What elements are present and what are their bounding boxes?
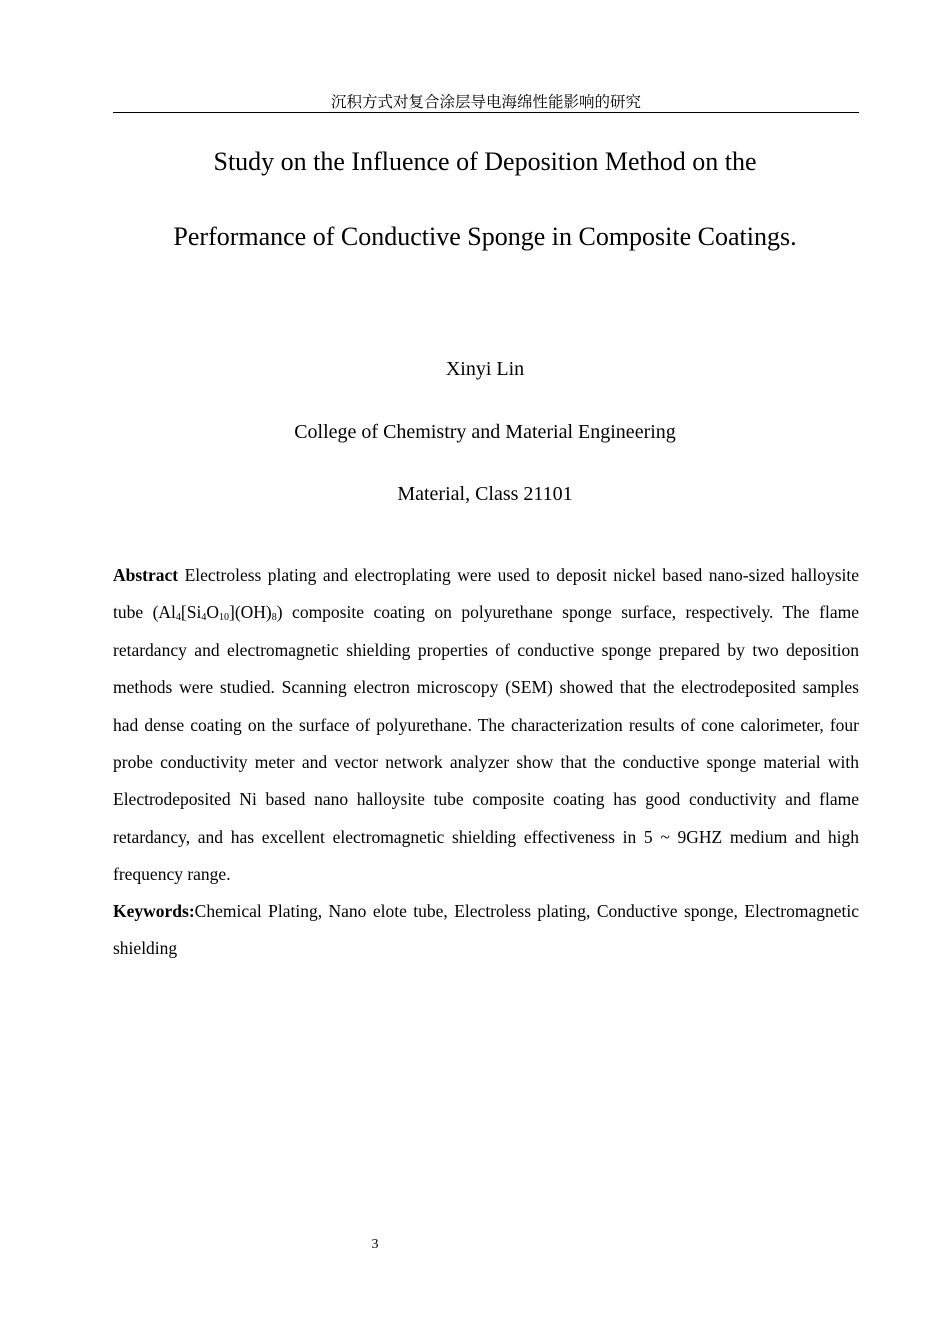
running-header: 沉积方式对复合涂层导电海绵性能影响的研究 xyxy=(113,92,859,113)
author-name: Xinyi Lin xyxy=(445,358,525,380)
keywords-text: Chemical Plating, Nano elote tube, Electroless plating, Conductive sponge, Electromagnetic shielding xyxy=(113,901,859,959)
author-class: Material, Class 21101 xyxy=(397,483,573,505)
formula-subscript: 8 xyxy=(271,612,277,624)
formula-part: O xyxy=(206,602,219,623)
formula-subscript: 10 xyxy=(219,612,229,624)
author-college: College of Chemistry and Material Engineering xyxy=(294,421,676,443)
abstract-text-part2: ) composite coating on polyurethane sponge surface, respectively. The flame retardancy and electromagnetic shielding properties of conductive sponge prepared by two deposition methods were studied. Scanning electron microscopy (SEM) showed that the electrodeposited samples had dense coating on the surface of polyurethane. The characterization results of cone calorimeter, four probe conductivity meter and vector network analyzer show that the conductive sponge material with Electrodeposited Ni based nano halloysite tube composite coating has good conductivity and flame retardancy, and has excellent electromagnetic shielding effectiveness in 5 ~ 9GHZ medium and high frequency range. xyxy=(113,602,859,885)
formula-subscript: 4 xyxy=(201,612,207,624)
formula-part: [Si xyxy=(180,602,202,623)
formula-subscript: 4 xyxy=(175,612,181,624)
page-number: 3 xyxy=(371,1237,379,1252)
abstract-paragraph xyxy=(113,557,859,894)
formula-part: ](OH) xyxy=(229,602,272,623)
paper-title-line-2: Performance of Conductive Sponge in Composite Coatings. xyxy=(173,222,797,251)
abstract-text-part1: Electroless plating and electroplating were used to deposit nickel based nano-sized halloysite tube (Al xyxy=(113,565,860,623)
keywords-paragraph xyxy=(113,893,859,968)
abstract-label: Abstract xyxy=(113,565,179,585)
keywords-label: Keywords: xyxy=(113,901,195,921)
paper-title-line-1: Study on the Influence of Deposition Method on the xyxy=(213,147,757,176)
